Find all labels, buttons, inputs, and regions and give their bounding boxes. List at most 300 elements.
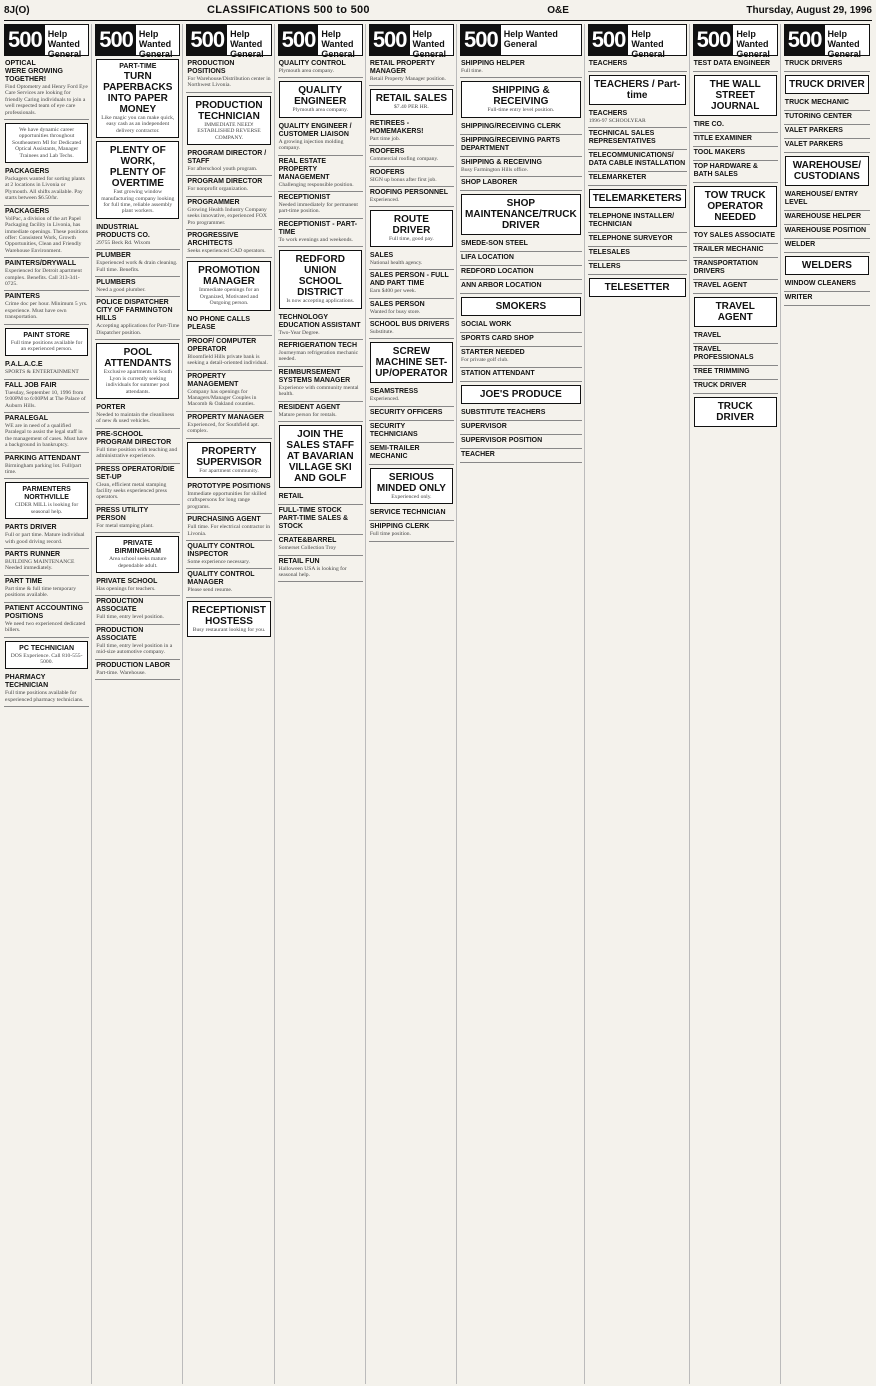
classified-ad	[460, 435, 582, 449]
classified-ad	[588, 172, 687, 186]
ad-title: POOL ATTENDANTS	[104, 347, 172, 370]
ad-body: Growing Health Industry Company seeks innovative, experienced FOX Pro programmer.	[187, 206, 267, 226]
classified-ad	[784, 58, 870, 72]
ad-body: Wanted for busy store.	[369, 308, 421, 315]
classified-ad	[370, 89, 453, 114]
classified-ad	[96, 536, 179, 573]
ad-body: For afterschool youth program.	[187, 166, 258, 173]
ad-title: NO PHONE CALLS PLEASE	[187, 315, 251, 331]
ad-title: TECHNOLOGY EDUCATION ASSISTANT	[278, 313, 361, 329]
ad-title: TUTORING CENTER	[784, 113, 852, 120]
classified-ad	[589, 189, 686, 208]
classified-ad	[784, 239, 870, 253]
classified-ad	[95, 660, 180, 680]
classified-ad	[278, 58, 363, 78]
ad-title: THE WALL STREET JOURNAL	[709, 79, 761, 112]
ad-title: SUPERVISOR POSITION	[461, 436, 543, 444]
section-label-line2: General	[412, 49, 447, 59]
ad-title: STARTER NEEDED	[461, 349, 525, 357]
ad-title: SHIPPING/RECEIVING PARTS DEPARTMENT	[461, 136, 561, 152]
ad-body: Experienced for Detroit apartment complex. Benefits. Call 313-341-0725.	[5, 268, 82, 287]
classified-ad	[693, 230, 778, 244]
classified-ad	[460, 407, 582, 421]
ad-body: Full time.	[461, 68, 483, 74]
ad-title: SHOP MAINTENANCE/TRUCK DRIVER	[465, 198, 577, 232]
classified-ad	[460, 135, 582, 157]
classified-ad	[4, 413, 89, 453]
ad-title: SCREW MACHINE SET-UP/OPERATOR	[375, 346, 448, 380]
classified-ad	[186, 569, 271, 597]
ad-title: TRUCK MECHANIC	[784, 99, 849, 106]
ad-body: Please send resume.	[187, 587, 233, 594]
ad-title: ANN ARBOR LOCATION	[461, 282, 542, 290]
classified-ad	[96, 141, 179, 219]
paper-name: O&E	[547, 5, 569, 16]
ad-body: WE are in need of a qualified Paralegal to assist the legal staff in the management of cases. Must have a background in bankruptcy.	[5, 423, 88, 449]
classified-ad	[693, 258, 778, 280]
ad-title: TEACHERS / Part-time	[594, 79, 681, 101]
ad-body: Crime doc per hour. Minimum 5 yrs. experience. Must have own transportation.	[5, 301, 88, 321]
ad-heading: PAINT STORE	[23, 331, 70, 339]
ad-title: SERVICE TECHNICIAN	[369, 509, 446, 517]
classified-ad	[784, 278, 870, 292]
ad-body: Full or part time. Mature individual with good driving record.	[5, 532, 85, 545]
classified-ad	[461, 194, 581, 235]
ad-body: Needed to maintain the cleanliness of new & used vehicles.	[96, 411, 175, 425]
ad-title: SCHOOL BUS DRIVERS	[369, 321, 450, 329]
section-label-line1: Help Wanted	[827, 29, 860, 49]
ad-title: TELLERS	[588, 263, 621, 271]
ad-body: BUILDING MAINTENANCE Needed immediately.	[5, 559, 75, 572]
ad-body: Tuesday, September 10, 1996 from 9:00PM to 6:00PM at The Palace of Auburn Hills.	[5, 389, 86, 409]
classified-ad	[4, 291, 89, 324]
ad-body: Challenging responsible position.	[278, 181, 354, 188]
ad-title: PROPERTY SUPERVISOR	[196, 445, 262, 468]
classified-ad	[186, 371, 271, 412]
classified-ad	[694, 297, 777, 327]
section-label-line2: General	[827, 49, 862, 59]
ad-title: WAREHOUSE/ CUSTODIANS	[792, 160, 862, 182]
classified-ad	[460, 121, 582, 135]
ad-body: DOS Experience. Call 810-555-5000.	[10, 652, 83, 665]
classified-ad	[588, 247, 687, 261]
classified-column	[369, 24, 457, 1384]
section-number: 500	[187, 25, 227, 55]
ad-title: PROGRAM DIRECTOR	[187, 178, 263, 186]
classified-column	[693, 24, 781, 1384]
classified-ad	[461, 385, 581, 404]
ad-title: RETIREES - HOMEMAKERS!	[369, 119, 424, 135]
ad-heading: PART TIME	[5, 577, 43, 585]
ad-title: WAREHOUSE POSITION	[784, 227, 867, 234]
classified-ad	[784, 125, 870, 139]
classified-ad	[588, 150, 687, 172]
ad-title: RECEPTIONIST - PART-TIME	[278, 220, 358, 236]
classified-ad	[460, 368, 582, 382]
ad-title: RECEPTIONIST	[278, 194, 331, 202]
ad-heading: PACKAGERS	[5, 168, 50, 176]
ad-body: Like magic you can make quick, easy cash as an independent delivery contractor.	[101, 115, 175, 134]
classified-ad	[279, 425, 362, 488]
classified-ad	[694, 186, 777, 227]
ad-title: QUALITY CONTROL MANAGER	[187, 571, 255, 587]
classified-ad	[784, 292, 870, 306]
ad-body: Somerset Collection Troy	[278, 545, 337, 552]
ad-title: REDFORD LOCATION	[461, 268, 534, 276]
classified-ad	[785, 156, 869, 186]
ad-body: For apartment community.	[199, 467, 259, 474]
classified-ad	[186, 412, 271, 439]
classified-ad	[369, 386, 454, 406]
ad-title: PROMOTION MANAGER	[198, 265, 260, 288]
ad-title: SALES	[369, 251, 394, 259]
classified-ad	[186, 481, 271, 514]
ad-body: Halloween USA is looking for seasonal help.	[278, 565, 347, 578]
ad-heading: PARTS DRIVER	[5, 524, 57, 532]
ad-heading: PRIVATE SCHOOL	[96, 577, 158, 585]
ad-title: TRUCK DRIVERS	[784, 60, 843, 67]
ad-title: TOOL MAKERS	[693, 149, 746, 156]
section-title: CLASSIFICATIONS 500 to 500	[206, 4, 370, 16]
ad-body: Area school seeks mature dependable adult.	[109, 556, 167, 569]
classified-ad	[186, 336, 271, 371]
ad-body: Experienced.	[369, 197, 400, 204]
ad-title: REDFORD UNION SCHOOL DISTRICT	[295, 254, 345, 299]
classified-ad	[588, 211, 687, 233]
ad-title: SUBSTITUTE TEACHERS	[461, 408, 546, 416]
ad-body: $7.40 PER HR.	[394, 104, 429, 111]
classified-ad	[694, 75, 777, 116]
ad-body: Seeks experienced CAD operators.	[187, 248, 266, 255]
classified-ad	[278, 192, 363, 219]
classified-ad	[186, 514, 271, 541]
classified-ad	[784, 111, 870, 125]
classified-ad	[693, 280, 778, 294]
ad-heading: PRESS UTILITY PERSON	[96, 506, 149, 522]
ad-body: VolPac, a division of the art Papel Packaging facility in Livonia, has immediate openings. These positions offer: Consistent Work, Growth Opportunities, Clean and Friendly Warehouse Environment.	[5, 215, 88, 254]
ad-body: Plymouth area company.	[292, 107, 348, 114]
ad-title: TIRE CO.	[693, 121, 724, 128]
classified-ad	[278, 535, 363, 555]
ad-title: SPORTS CARD SHOP	[461, 335, 534, 343]
ad-body: Part time job.	[369, 135, 401, 142]
classified-ad	[278, 402, 363, 422]
classified-ad	[4, 576, 89, 603]
classified-ad	[186, 197, 271, 230]
ad-heading: PRODUCTION ASSOCIATE	[96, 626, 144, 642]
ad-title: WINDOW CLEANERS	[784, 280, 856, 287]
section-label-line2: General	[230, 49, 264, 59]
ad-title: WRITER	[784, 294, 813, 301]
ad-title: ROOFERS	[369, 148, 405, 156]
ad-title: TRAVEL PROFESSIONALS	[693, 346, 754, 361]
ad-title: SALES PERSON - FULL AND PART TIME	[369, 272, 449, 288]
ad-body: Busy Farmington Hills office.	[461, 166, 529, 173]
ad-title: PROPERTY MANAGEMENT	[187, 372, 239, 388]
section-number: 500	[5, 25, 45, 55]
ad-title: TRUCK DRIVER	[693, 382, 747, 389]
ad-title: JOIN THE SALES STAFF AT BAVARIAN VILLAGE SKI AND GOLF	[286, 429, 354, 485]
ad-title: ROOFING PERSONNEL	[369, 189, 448, 197]
classified-ad	[187, 601, 270, 637]
section-number: 500	[279, 25, 319, 55]
classified-ad	[369, 58, 454, 86]
section-label-line1: Help Wanted	[736, 29, 769, 49]
ad-heading: PAINTERS	[5, 293, 40, 301]
classified-ad	[186, 176, 271, 196]
ad-body: Plymouth area company.	[278, 68, 335, 74]
classified-ad	[187, 96, 270, 145]
classified-ad	[460, 58, 582, 78]
ad-title: SMEDE-SON STEEL	[461, 240, 528, 248]
section-label	[318, 25, 361, 59]
classified-ad	[369, 118, 454, 146]
section-label	[45, 25, 88, 59]
classified-ad	[95, 625, 180, 660]
ad-heading: PLUMBER	[96, 252, 131, 260]
ad-title: TREE TRIMMING	[693, 368, 750, 375]
ad-heading: PAINTERS/DRYWALL	[5, 260, 77, 268]
classified-ad	[784, 225, 870, 239]
ad-title: PROGRAM DIRECTOR / STAFF	[187, 150, 267, 166]
ad-title: SHIPPING & RECEIVING	[461, 158, 542, 166]
classified-ad	[278, 556, 363, 583]
ad-title: SECURITY OFFICERS	[369, 408, 443, 416]
section-label-line2: General	[631, 49, 665, 59]
ad-title: PRODUCTION LABOR	[96, 661, 171, 669]
ad-title: VALET PARKERS	[784, 141, 843, 148]
ad-title: TELECOMMUNICATIONS/ DATA CABLE INSTALLATION	[588, 152, 686, 168]
ad-body: Experienced work & drain cleaning. Full time. Benefits.	[96, 260, 178, 273]
ad-title: INDUSTRIAL PRODUCTS CO.	[96, 223, 150, 239]
classified-ad	[460, 252, 582, 266]
section-number: 500	[785, 25, 825, 55]
ad-title: PROOF/ COMPUTER OPERATOR	[187, 337, 257, 353]
classified-ad	[4, 453, 89, 480]
classified-ad	[369, 187, 454, 207]
ad-title: TEACHER	[461, 450, 495, 458]
ad-heading: POLICE DISPATCHER	[96, 299, 169, 307]
ad-title: CRATE&BARREL	[278, 537, 337, 545]
ad-body: We have dynamic career opportunities throughout Southeastern MI for Dedicated Optical Assistants, Manager Trainees and Lab Techs.	[12, 127, 82, 159]
ad-body: National health agency.	[369, 259, 423, 266]
ad-heading: PARALEGAL	[5, 415, 49, 422]
issue-date: Thursday, August 29, 1996	[746, 5, 872, 16]
ad-heading: PRODUCTION POSITIONS	[187, 60, 235, 75]
ad-title: REFRIGERATION TECH	[278, 342, 358, 350]
ad-body: Company has openings for Managers/Manager Couples in Macomb & Oakland counties.	[187, 388, 257, 408]
ad-title: RETAIL PROPERTY MANAGER	[369, 60, 435, 75]
classified-ad	[460, 319, 582, 333]
ad-heading: PHARMACY TECHNICIAN	[5, 674, 49, 690]
classified-ad	[186, 148, 271, 176]
ad-heading: PATIENT ACCOUNTING POSITIONS	[5, 604, 84, 620]
classified-ad	[784, 139, 870, 153]
ad-title: PROTOTYPE POSITIONS	[187, 482, 271, 490]
classified-ad	[369, 407, 454, 421]
ad-body: Fast growing window manufacturing company looking for full time, reliable assembly plant workers.	[101, 189, 175, 215]
ad-body: Part-time. Warehouse.	[96, 669, 146, 676]
ad-title: PRODUCTION TECHNICIAN	[195, 99, 263, 122]
ad-body: Experienced.	[369, 396, 400, 403]
ad-body: Needed immediately for permanent part-time position.	[278, 202, 358, 215]
ad-title: RETAIL	[278, 493, 304, 501]
classified-ad	[95, 402, 180, 429]
masthead	[4, 4, 872, 21]
ad-heading: OPTICAL	[5, 60, 36, 67]
ad-title: TELESALES	[588, 249, 630, 257]
ad-body: Commercial roofing company.	[369, 156, 439, 163]
ad-heading: PRODUCTION ASSOCIATE	[96, 598, 144, 614]
classified-ad	[693, 344, 778, 366]
ad-title: SEMI-TRAILER MECHANIC	[369, 444, 420, 460]
section-header	[784, 24, 870, 59]
ad-body: For Warehouse/Distribution center in Northwest Livonia.	[187, 76, 271, 89]
ad-title: WAREHOUSE/ ENTRY LEVEL	[784, 191, 858, 206]
classified-ad	[278, 121, 363, 156]
ad-title: SERIOUS MINDED ONLY	[376, 471, 446, 494]
ad-title: RECEPTIONIST HOSTESS	[192, 604, 266, 627]
ad-heading: PARTS RUNNER	[5, 551, 61, 559]
classified-ad	[784, 189, 870, 211]
classified-ad	[460, 266, 582, 280]
section-number: 500	[370, 25, 410, 55]
classified-ad	[279, 81, 362, 117]
classified-ad	[4, 206, 89, 258]
ad-title: TELEMARKETER	[588, 174, 647, 182]
classified-ad	[278, 340, 363, 367]
section-header	[693, 24, 778, 59]
ad-heading: PLUMBERS	[96, 279, 136, 287]
ad-body: SPORTS & ENTERTAINMENT	[5, 369, 79, 376]
classified-ad	[460, 280, 582, 294]
ad-title: TEST DATA ENGINEER	[693, 60, 771, 67]
classified-ad	[460, 333, 582, 347]
ad-title: TRUCK DRIVER	[716, 401, 755, 423]
section-label-line2: General	[736, 49, 770, 59]
classified-ad	[4, 258, 89, 291]
classified-ad	[589, 278, 686, 297]
section-label	[410, 25, 453, 59]
ad-title: TRAILER MECHANIC	[693, 246, 764, 253]
classified-ad	[693, 58, 778, 72]
section-header	[4, 24, 89, 59]
classified-ad	[369, 167, 454, 187]
ad-title: SOCIAL WORK	[461, 321, 512, 329]
ad-title: TELEMARKETERS	[592, 193, 682, 205]
classified-ad	[278, 505, 363, 535]
classified-column	[460, 24, 585, 1384]
ad-body: Has openings for teachers.	[96, 585, 156, 592]
ad-title: QUALITY CONTROL INSPECTOR	[187, 542, 255, 558]
ad-body: To work evenings and weekends.	[278, 236, 353, 243]
classified-ad	[278, 491, 363, 505]
section-label	[501, 25, 561, 55]
ad-heading: PORTER	[96, 403, 126, 411]
ad-title: TRANSPORTATION DRIVERS	[693, 260, 758, 275]
section-header	[278, 24, 363, 59]
section-label-line2: General	[47, 49, 82, 59]
ad-heading: PART-TIME	[119, 63, 157, 70]
ad-title: QUALITY CONTROL	[278, 60, 346, 67]
classified-ad	[369, 250, 454, 270]
classified-ad	[95, 464, 180, 505]
ad-title: ROOFERS	[369, 168, 405, 176]
ad-title: TITLE EXAMINER	[693, 135, 752, 142]
classified-ad	[784, 97, 870, 111]
classified-ad	[693, 380, 778, 394]
ad-title: SHOP LABORER	[461, 179, 518, 187]
ad-heading: PRE-SCHOOL PROGRAM DIRECTOR	[96, 430, 172, 446]
classified-ad	[588, 128, 687, 150]
section-label-line2: General	[138, 49, 173, 59]
classified-ad	[95, 505, 180, 533]
classified-ad	[589, 75, 686, 105]
ad-title: PROPERTY MANAGER	[187, 413, 264, 421]
ad-body: Packagers wanted for sorting plants at 2 locations in Livonia or Plymouth. All shifts available. Pay starts between $6.50/hr.	[5, 176, 85, 202]
section-label	[628, 25, 685, 59]
ad-title: SEAMSTRESS	[369, 388, 419, 396]
ad-title: TOY SALES ASSOCIATE	[693, 232, 776, 239]
section-number: 500	[694, 25, 734, 55]
classified-ad	[5, 482, 88, 519]
section-label-line2: General	[503, 39, 538, 49]
classified-column	[784, 24, 872, 1384]
section-label-line1: Help Wanted	[631, 29, 664, 49]
ad-body: Exclusive apartments in South Lyon is currently seeking individuals for summer pool attendants.	[103, 369, 172, 395]
ad-title: TECHNICAL SALES REPRESENTATIVES	[588, 130, 656, 146]
ad-body: Find Optometry and Henry Ford Eye Care Services are looking for friendly Caring individuals to join a well respected team of eye care professionals.	[5, 84, 88, 116]
classified-ad	[5, 123, 88, 163]
ad-title: SHIPPING HELPER	[461, 60, 525, 67]
classified-ad	[186, 541, 271, 569]
ad-title: JOE'S PRODUCE	[479, 388, 562, 400]
classified-ad	[460, 177, 582, 191]
ad-body: For private golf club.	[461, 357, 509, 364]
ad-body: For nonprofit organization.	[187, 186, 249, 193]
classified-ad	[370, 468, 453, 504]
ad-heading: PARKING ATTENDANT	[5, 454, 81, 462]
classified-ad	[460, 238, 582, 252]
ad-title: REAL ESTATE PROPERTY MANAGEMENT	[278, 157, 330, 181]
classified-ad	[694, 397, 777, 427]
classified-ad	[279, 250, 362, 308]
ad-body: IMMEDIATE NEED! ESTABLISHED REVERSE COMPANY.	[197, 121, 261, 141]
classified-ad	[187, 442, 270, 478]
ad-body: Clean, efficient metal stamping facility seeks experienced press operators.	[96, 481, 167, 501]
section-header	[186, 24, 271, 59]
classified-ad	[4, 58, 89, 120]
ad-title: WAREHOUSE HELPER	[784, 213, 862, 220]
classified-ad	[4, 166, 89, 206]
section-header	[369, 24, 454, 59]
ad-body: Retail Property Manager position.	[369, 76, 446, 82]
ad-title: ROUTE DRIVER	[392, 214, 431, 237]
ad-body: Full time, entry level position in a mid-size automotive company.	[96, 642, 173, 656]
section-label-line1: Help Wanted	[47, 29, 80, 49]
classified-ad	[369, 319, 454, 339]
ad-title: RETAIL FUN	[278, 557, 320, 565]
classified-ad	[588, 261, 687, 275]
section-header	[95, 24, 180, 59]
section-number: 500	[461, 25, 501, 55]
classified-ad	[693, 161, 778, 183]
classified-ad	[588, 108, 687, 128]
ad-heading: PC TECHNICIAN	[19, 644, 75, 652]
ad-title: TRAVEL AGENT	[715, 301, 755, 323]
ad-body: 29755 Beck Rd. Wixom	[96, 239, 151, 246]
classified-ad	[278, 367, 363, 402]
